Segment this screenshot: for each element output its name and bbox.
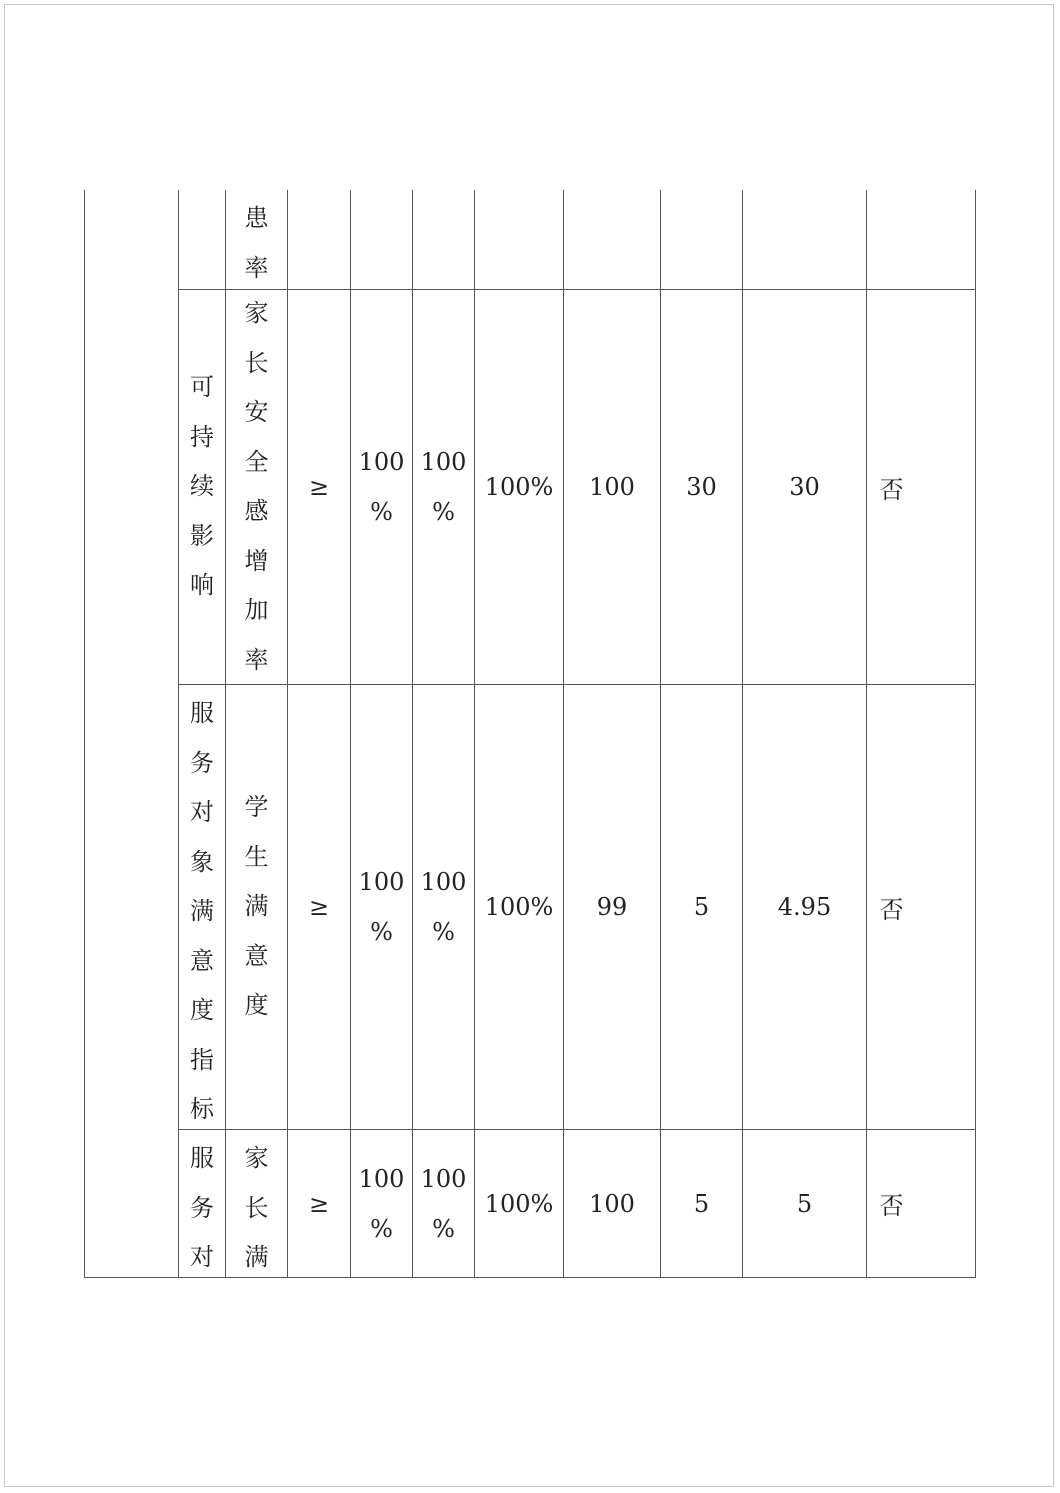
- score-cell: 30: [789, 473, 820, 501]
- indicator-cell-char: 长: [244, 348, 269, 377]
- indicator-cell-char: 生: [244, 842, 269, 871]
- category-cell-char: 服: [190, 699, 214, 727]
- indicator-cell: [226, 289, 287, 685]
- target-cell-part: %: [370, 498, 393, 526]
- target-cell: [351, 1130, 412, 1277]
- indicator-cell-char: 满: [244, 1243, 269, 1271]
- category-cell-char: 对: [190, 798, 214, 826]
- weight-cell: 30: [686, 473, 717, 501]
- indicator-cell-char: 学: [244, 793, 269, 822]
- indicator-cell-char: 全: [244, 447, 269, 476]
- category-cell-char: 意: [190, 946, 214, 975]
- actual-cell: [413, 685, 474, 1129]
- category-cell-char: 续: [190, 472, 214, 501]
- actual-cell-part: %: [432, 1214, 455, 1243]
- score-value-cell: 100: [589, 473, 635, 501]
- actual-cell-part: %: [432, 498, 455, 526]
- category-cell-char: 可: [190, 373, 214, 402]
- rate-cell: 100%: [484, 1189, 554, 1218]
- rate-cell: 100%: [484, 893, 554, 921]
- category-cell-char: 务: [190, 748, 214, 777]
- category-cell-char: 持: [190, 422, 214, 451]
- operator-cell: ≥: [308, 893, 330, 921]
- weight-cell: 5: [693, 1189, 710, 1218]
- indicator-cell-char: 感: [244, 497, 269, 525]
- flag-cell: 否: [879, 475, 904, 504]
- actual-cell-part: %: [432, 918, 455, 946]
- category-cell: [179, 689, 225, 1135]
- actual-cell-part: 100: [420, 868, 467, 896]
- operator-cell: ≥: [308, 1189, 330, 1218]
- category-cell-char: 标: [190, 1095, 214, 1123]
- weight-cell: 5: [693, 893, 710, 921]
- score-cell: 5: [796, 1189, 813, 1218]
- operator-cell: ≥: [308, 473, 330, 501]
- score-value-cell: 100: [589, 1189, 635, 1218]
- indicator-cell-char: 加: [244, 596, 269, 624]
- table-rule: [84, 190, 85, 1278]
- indicator-cell-char: 安: [244, 398, 269, 426]
- score-cell: 4.95: [777, 893, 832, 921]
- category-cell-char: 度: [190, 996, 214, 1024]
- rate-cell: 100%: [484, 473, 554, 501]
- category-cell-char: 满: [190, 897, 214, 925]
- actual-cell: [413, 1130, 474, 1277]
- category-cell-char: 影: [190, 521, 214, 550]
- target-cell-part: 100: [358, 448, 405, 476]
- indicator-cell-char: 家: [244, 299, 269, 327]
- category-cell: [179, 363, 225, 611]
- flag-cell: 否: [879, 895, 904, 924]
- indicator-cell-char: 率: [244, 253, 269, 282]
- target-cell-part: 100: [358, 1164, 405, 1193]
- category-cell-char: 服: [190, 1144, 214, 1172]
- actual-cell-part: 100: [420, 1164, 467, 1193]
- actual-cell-part: 100: [420, 448, 467, 476]
- target-cell-part: %: [370, 918, 393, 946]
- category-cell-char: 响: [190, 571, 214, 600]
- score-value-cell: 99: [596, 893, 628, 921]
- indicator-cell-char: 度: [244, 991, 269, 1020]
- category-cell-char: 对: [190, 1243, 214, 1271]
- category-cell-char: 象: [190, 847, 214, 876]
- indicator-cell-char: 满: [244, 892, 269, 921]
- category-cell: [179, 1134, 225, 1283]
- indicator-cell-char: 意: [244, 941, 269, 970]
- indicator-cell: [226, 783, 287, 1031]
- target-cell-part: %: [370, 1214, 393, 1243]
- target-cell-part: 100: [358, 868, 405, 896]
- indicator-cell-char: 家: [244, 1144, 269, 1172]
- category-cell-char: 指: [190, 1045, 214, 1074]
- target-cell: [351, 290, 412, 684]
- indicator-cell-char: 率: [244, 645, 269, 674]
- indicator-cell-char: 增: [244, 546, 269, 575]
- indicator-cell: [226, 1134, 287, 1283]
- actual-cell: [413, 290, 474, 684]
- category-cell-char: 务: [190, 1193, 214, 1222]
- indicator-cell: [226, 194, 287, 293]
- table-rule: [975, 190, 976, 1278]
- target-cell: [351, 685, 412, 1129]
- flag-cell: 否: [879, 1192, 904, 1220]
- indicator-cell-char: 患: [244, 204, 269, 232]
- indicator-cell-char: 长: [244, 1193, 269, 1222]
